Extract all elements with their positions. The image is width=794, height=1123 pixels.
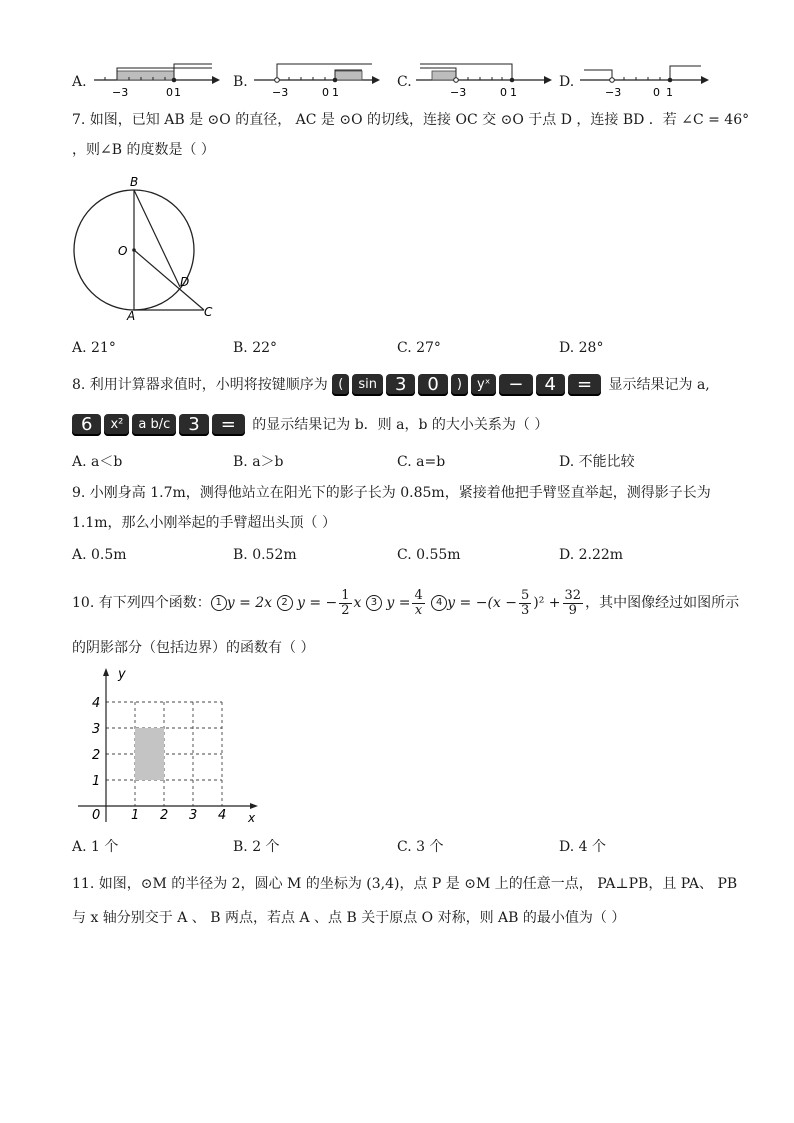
shaded-region: [135, 728, 164, 780]
calc-key-minus: −: [499, 374, 532, 396]
q9-text-line1: 9. 小刚身高 1.7m，测得他站立在阳光下的影子长为 0.85m，紧接着他把手臂竖直举起，测得影子长为: [72, 485, 711, 501]
tick-label: −3: [112, 86, 129, 99]
x-tick-4: 4: [218, 808, 227, 823]
tick-label: 0: [166, 86, 173, 99]
q10-grid-graph: [74, 662, 264, 824]
tick-label: 0: [322, 86, 329, 99]
calc-key-equals-b: =: [212, 414, 245, 436]
q7-circle-figure: [70, 172, 230, 322]
q6-option-b-label: B.: [233, 74, 248, 90]
q8-line2: [72, 413, 548, 437]
circled-4: 4: [431, 595, 447, 611]
x-axis-label: x: [248, 811, 256, 824]
calc-key-square: x²: [104, 414, 129, 436]
point-label-a: A: [127, 309, 136, 322]
calc-key-6: 6: [72, 414, 101, 436]
q6-option-a-label: A.: [72, 74, 87, 90]
x-tick-2: 2: [160, 808, 169, 823]
tick-label: 1: [332, 86, 339, 99]
q10-line1: 10. 有下列四个函数： 1 y = 2x 2 y = − $\frac{1}{2}$ x 3 y = $\frac{4}{x}$ 4 y = −(x − $\frac{5}{3}$ )² + $\frac{32}{9}$ ，其中图像经过如图所示: [72, 587, 740, 618]
point-label-o: O: [118, 244, 128, 258]
calc-key-power: yˣ: [471, 374, 496, 396]
calc-key-fraction: a b/c: [132, 414, 176, 436]
tick-label: 1: [174, 86, 181, 99]
q10-prefix: 10. 有下列四个函数：: [72, 595, 211, 611]
y-tick-4: 4: [92, 696, 101, 711]
q8-option-a: A. a＜b: [72, 454, 123, 470]
q10-option-c: C. 3 个: [397, 839, 444, 855]
y-tick-2: 2: [92, 748, 101, 763]
q6-option-c-numberline: [412, 58, 552, 102]
q11-text-line2: 与 x 轴分别交于 A 、 B 两点，若点 A 、点 B 关于原点 O 对称，则 AB 的最小值为（ ）: [72, 910, 626, 926]
q10-option-a: A. 1 个: [72, 839, 119, 855]
q8-suffix1: 显示结果记为 a,: [608, 377, 710, 393]
q7-option-b: B. 22°: [233, 340, 278, 356]
q9-option-d: D. 2.22m: [559, 547, 624, 563]
calc-key-open-paren: (: [332, 374, 349, 396]
q9-option-b: B. 0.52m: [233, 547, 297, 563]
q6-option-a-numberline: [90, 58, 220, 102]
circled-3: 3: [366, 595, 382, 611]
q8-option-c: C. a=b: [397, 454, 446, 470]
tick-label: −3: [272, 86, 289, 99]
x-tick-3: 3: [189, 808, 198, 823]
calc-key-sin: sin: [352, 374, 383, 396]
tick-label: 1: [510, 86, 517, 99]
y-tick-3: 3: [92, 722, 101, 737]
point-label-c: C: [204, 305, 213, 319]
calc-key-4: 4: [536, 374, 565, 396]
calc-key-0: 0: [418, 374, 447, 396]
tick-label: 0: [500, 86, 507, 99]
q11-text-line1: 11. 如图，⊙M 的半径为 2，圆心 M 的坐标为 (3,4)，点 P 是 ⊙M 上的任意一点， PA⊥PB，且 PA、 PB: [72, 876, 738, 892]
q7-option-d: D. 28°: [559, 340, 604, 356]
q7-option-c: C. 27°: [397, 340, 441, 356]
circled-2: 2: [277, 595, 293, 611]
q8-option-b: B. a＞b: [233, 454, 284, 470]
q10-option-b: B. 2 个: [233, 839, 280, 855]
tick-label: −3: [450, 86, 467, 99]
q9-text-line2: 1.1m，那么小刚举起的手臂超出头顶（ ）: [72, 515, 336, 531]
q6-option-c-label: C.: [397, 74, 412, 90]
q10-suffix: ，其中图像经过如图所示: [585, 595, 740, 611]
x-tick-1: 1: [131, 808, 140, 823]
calc-key-close-paren: ): [451, 374, 468, 396]
q10-option-d: D. 4 个: [559, 839, 606, 855]
calc-key-3b: 3: [179, 414, 208, 436]
q10-text-line2: 的阴影部分（包括边界）的函数有（ ）: [72, 640, 315, 656]
calc-key-equals: =: [568, 374, 601, 396]
q6-option-b-numberline: [250, 58, 380, 102]
origin-label: 0: [92, 808, 101, 823]
q9-option-c: C. 0.55m: [397, 547, 461, 563]
point-label-d: D: [180, 275, 190, 289]
tick-label: −3: [605, 86, 622, 99]
q7-option-a: A. 21°: [72, 340, 116, 356]
y-axis-label: y: [118, 667, 126, 682]
q8-line1: [72, 373, 710, 397]
calc-key-3: 3: [386, 374, 415, 396]
q7-text-line1: 7. 如图，已知 AB 是 ⊙O 的直径， AC 是 ⊙O 的切线，连接 OC 交 ⊙O 于点 D ，连接 BD ．若 ∠C = 46°: [72, 112, 750, 128]
tick-label: 0: [653, 86, 660, 99]
y-tick-1: 1: [92, 774, 101, 789]
q8-suffix2: 的显示结果记为 b．则 a，b 的大小关系为（ ）: [252, 417, 549, 433]
q9-option-a: A. 0.5m: [72, 547, 127, 563]
q8-option-d: D. 不能比较: [559, 454, 635, 470]
q6-option-d-label: D.: [559, 74, 575, 90]
q6-option-d-numberline: [576, 58, 711, 102]
point-label-b: B: [130, 175, 139, 189]
q10-f1: y = 2x: [226, 595, 273, 611]
q7-text-line2: ，则∠B 的度数是（ ）: [72, 142, 215, 158]
q8-prefix: 8. 利用计算器求值时，小明将按键顺序为: [72, 377, 328, 393]
tick-label: 1: [666, 86, 673, 99]
circled-1: 1: [211, 595, 227, 611]
